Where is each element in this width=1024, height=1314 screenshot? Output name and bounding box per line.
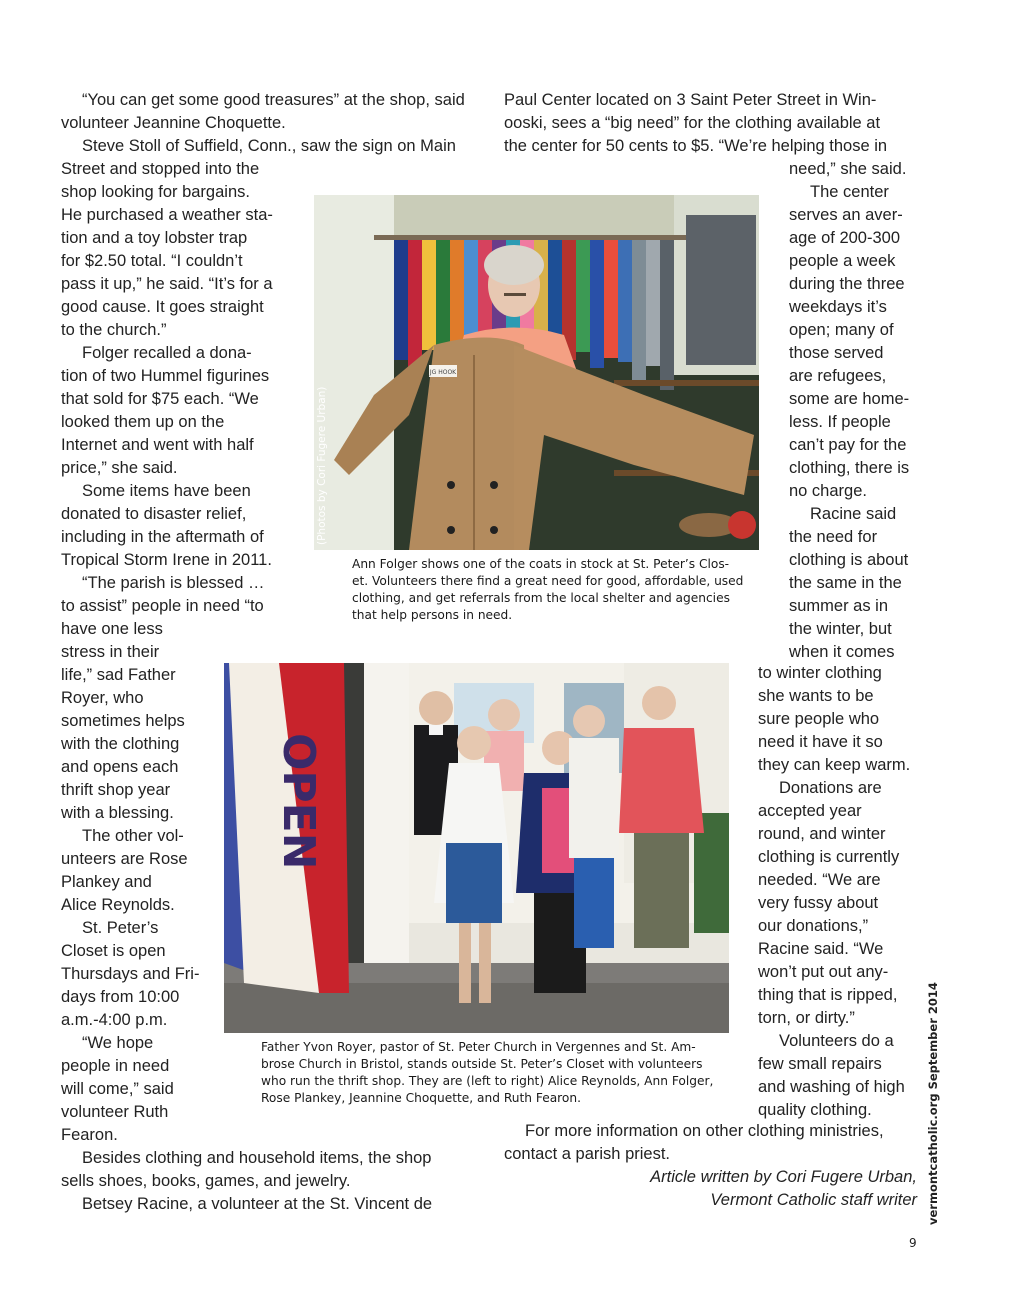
text-line: those served	[789, 344, 884, 362]
coat-photo	[314, 195, 759, 550]
text-line: Donations are	[779, 779, 882, 797]
text-line: sometimes helps	[61, 712, 185, 730]
text-line: Racine said	[810, 505, 897, 523]
text-line: less. If people	[789, 413, 891, 431]
text-line: “You can get some good treasures” at the shop, said	[82, 91, 465, 109]
text-line: serves an aver-	[789, 206, 903, 224]
text-line: Article written by Cori Fugere Urban,	[650, 1168, 917, 1186]
text-line: need,” she said.	[789, 160, 907, 178]
text-line: pass it up,” he said. “It’s for a	[61, 275, 273, 293]
text-line: Internet and went with half	[61, 436, 254, 454]
text-line: when it comes	[789, 643, 895, 661]
text-line: for $2.50 total. “I couldn’t	[61, 252, 243, 270]
text-line: days from 10:00	[61, 988, 180, 1006]
text-line: summer as in	[789, 597, 889, 615]
text-line: including in the aftermath of	[61, 528, 264, 546]
text-line: no charge.	[789, 482, 867, 500]
text-line: round, and winter	[758, 825, 886, 843]
caption-line: brose Church in Bristol, stands outside St. Peter’s Closet with volunteers	[261, 1057, 703, 1071]
text-line: He purchased a weather sta-	[61, 206, 273, 224]
text-line: Tropical Storm Irene in 2011.	[61, 551, 272, 569]
text-line: Royer, who	[61, 689, 144, 707]
text-line: age of 200-300	[789, 229, 901, 247]
text-line: have one less	[61, 620, 163, 638]
text-line: very fussy about	[758, 894, 879, 912]
text-line: stress in their	[61, 643, 160, 661]
caption-line: who run the thrift shop. They are (left to right) Alice Reynolds, Ann Folger,	[261, 1074, 714, 1088]
text-line: sells shoes, books, games, and jewelry.	[61, 1172, 351, 1190]
text-line: the need for	[789, 528, 878, 546]
text-line: clothing is about	[789, 551, 909, 569]
text-line: quality clothing.	[758, 1101, 872, 1119]
text-line: ooski, sees a “big need” for the clothing available at	[504, 114, 881, 132]
text-line: clothing, there is	[789, 459, 910, 477]
text-line: thing that is ripped,	[758, 986, 898, 1004]
group-photo	[224, 663, 729, 1033]
text-line: accepted year	[758, 802, 862, 820]
text-line: will come,” said	[61, 1080, 174, 1098]
text-line: the same in the	[789, 574, 902, 592]
text-line: during the three	[789, 275, 905, 293]
text-line: Volunteers do a	[779, 1032, 894, 1050]
text-line: Closet is open	[61, 942, 166, 960]
text-line: Steve Stoll of Suffield, Conn., saw the sign on Main	[82, 137, 456, 155]
caption-line: that help persons in need.	[352, 608, 513, 622]
text-line: to the church.”	[61, 321, 167, 339]
text-line: to winter clothing	[758, 664, 882, 682]
text-line: The center	[810, 183, 889, 201]
text-line: need it have it so	[758, 733, 883, 751]
text-line: Plankey and	[61, 873, 152, 891]
text-line: people in need	[61, 1057, 170, 1075]
photo-credit: (Photos by Cori Fugere Urban)	[316, 386, 328, 545]
text-line: “The parish is blessed …	[82, 574, 265, 592]
text-line: she wants to be	[758, 687, 874, 705]
text-line: tion of two Hummel figurines	[61, 367, 270, 385]
text-line: open; many of	[789, 321, 894, 339]
text-line: sure people who	[758, 710, 880, 728]
text-line: “We hope	[82, 1034, 154, 1052]
caption-line: et. Volunteers there find a great need for good, affordable, used	[352, 574, 744, 588]
text-line: life,” sad Father	[61, 666, 176, 684]
text-line: donated to disaster relief,	[61, 505, 247, 523]
text-line: clothing is currently	[758, 848, 900, 866]
text-line: and opens each	[61, 758, 179, 776]
text-line: The other vol-	[82, 827, 184, 845]
text-line: they can keep warm.	[758, 756, 911, 774]
text-line: with a blessing.	[61, 804, 174, 822]
text-line: torn, or dirty.”	[758, 1009, 855, 1027]
text-line: Besides clothing and household items, the shop	[82, 1149, 432, 1167]
caption-line: Ann Folger shows one of the coats in stock at St. Peter’s Clos-	[352, 557, 730, 571]
text-line: weekdays it’s	[789, 298, 887, 316]
text-line: shop looking for bargains.	[61, 183, 250, 201]
text-line: Paul Center located on 3 Saint Peter Street in Win-	[504, 91, 877, 109]
text-line: Betsey Racine, a volunteer at the St. Vincent de	[82, 1195, 433, 1213]
text-line: tion and a toy lobster trap	[61, 229, 248, 247]
text-line: volunteer Ruth	[61, 1103, 169, 1121]
text-line: that sold for $75 each. “We	[61, 390, 259, 408]
text-line: people a week	[789, 252, 896, 270]
text-line: are refugees,	[789, 367, 887, 385]
sidebar-publication-info: vermontcatholic.org September 2014	[926, 982, 940, 1225]
text-line: St. Peter’s	[82, 919, 159, 937]
caption-line: Father Yvon Royer, pastor of St. Peter Church in Vergennes and St. Am-	[261, 1040, 696, 1054]
text-line: needed. “We are	[758, 871, 881, 889]
text-line: For more information on other clothing ministries,	[525, 1122, 884, 1140]
svg-text:OPEN: OPEN	[273, 733, 324, 870]
text-line: to assist” people in need “to	[61, 597, 264, 615]
text-line: Street and stopped into the	[61, 160, 260, 178]
text-line: the center for 50 cents to $5. “We’re helping those in	[504, 137, 888, 155]
text-line: Fearon.	[61, 1126, 118, 1144]
text-line: can’t pay for the	[789, 436, 907, 454]
text-line: our donations,”	[758, 917, 869, 935]
text-line: contact a parish priest.	[504, 1145, 670, 1163]
text-line: Folger recalled a dona-	[82, 344, 252, 362]
text-line: Some items have been	[82, 482, 251, 500]
text-line: Thursdays and Fri-	[61, 965, 200, 983]
text-line: thrift shop year	[61, 781, 171, 799]
text-line: looked them up on the	[61, 413, 225, 431]
page-number: 9	[909, 1236, 917, 1250]
group-photo-drawing	[224, 663, 729, 1033]
text-line: a.m.-4:00 p.m.	[61, 1011, 168, 1029]
text-line: Vermont Catholic staff writer	[710, 1191, 917, 1209]
text-line: price,” she said.	[61, 459, 178, 477]
text-line: volunteer Jeannine Choquette.	[61, 114, 286, 132]
text-line: with the clothing	[61, 735, 180, 753]
open-flag-text	[273, 733, 324, 870]
text-line: the winter, but	[789, 620, 892, 638]
coat-photo-drawing	[314, 195, 759, 550]
text-line: unteers are Rose	[61, 850, 188, 868]
text-line: some are home-	[789, 390, 910, 408]
caption-line: Rose Plankey, Jeannine Choquette, and Ruth Fearon.	[261, 1091, 581, 1105]
text-line: won’t put out any-	[758, 963, 889, 981]
text-line: and washing of high	[758, 1078, 905, 1096]
caption-line: clothing, and get referrals from the local shelter and agencies	[352, 591, 730, 605]
text-line: Alice Reynolds.	[61, 896, 175, 914]
text-line: few small repairs	[758, 1055, 882, 1073]
coat-label: JG HOOK	[429, 369, 457, 376]
text-line: good cause. It goes straight	[61, 298, 264, 316]
text-line: Racine said. “We	[758, 940, 884, 958]
